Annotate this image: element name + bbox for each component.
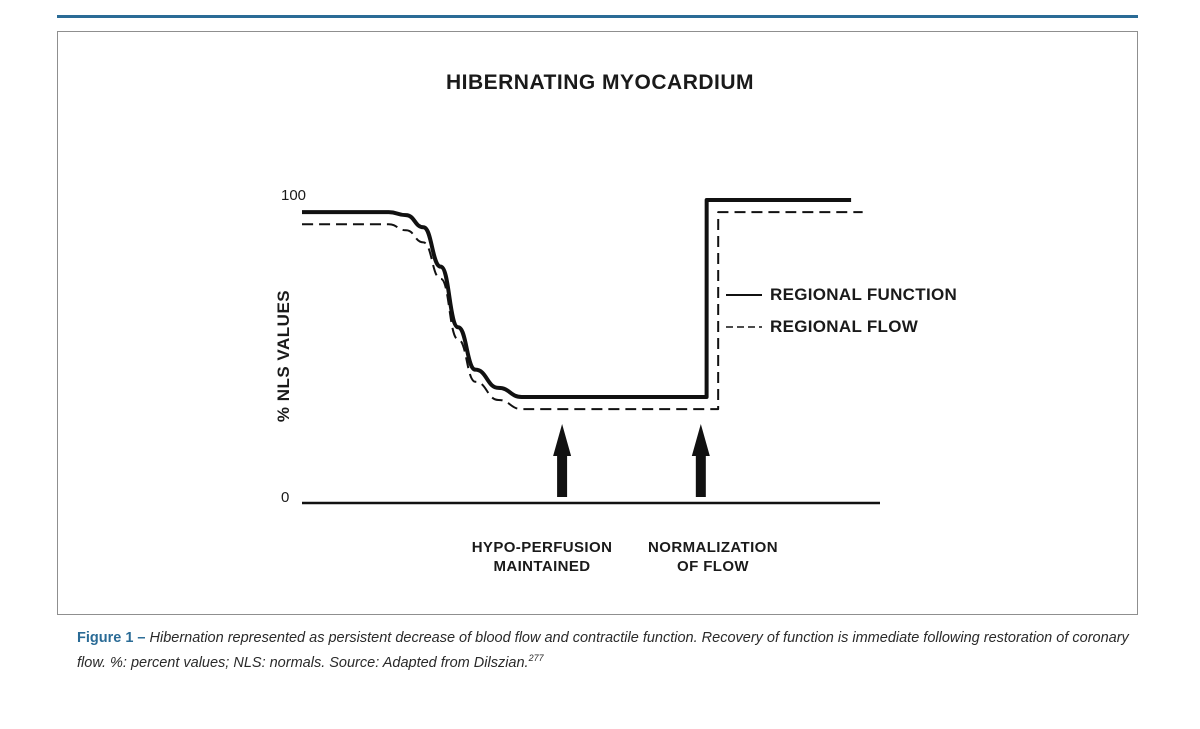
annotation-hypo-line-1: HYPO-PERFUSION <box>471 539 613 556</box>
annotation-norm-line-2: OF FLOW <box>677 558 749 575</box>
legend-label-flow: REGIONAL FLOW <box>770 317 919 336</box>
annotation-norm-line-1: NORMALIZATION <box>648 539 778 556</box>
legend-label-function: REGIONAL FUNCTION <box>770 285 958 304</box>
arrow-head <box>692 424 710 456</box>
caption-text: Hibernation represented as persistent decrease of blood flow and contractile function. Recovery of function is immediate following restoration of coronary flow. %: percent values; NLS: normals. Source: Adapted from Dilszian. <box>77 630 1129 671</box>
y-axis-label: % NLS VALUES <box>274 289 293 423</box>
arrow-shaft <box>696 452 706 497</box>
arrow-normalization <box>692 424 710 497</box>
annotation-normalization <box>623 538 803 576</box>
y-tick-0: 0 <box>281 489 290 506</box>
arrow-shaft <box>557 452 567 497</box>
y-tick-100: 100 <box>281 187 307 204</box>
series-line-regional-function <box>302 200 851 397</box>
arrow-head <box>553 424 571 456</box>
caption-reference: 277 <box>528 653 544 663</box>
caption-label: Figure 1 – <box>77 630 146 646</box>
figure-caption <box>77 628 1147 673</box>
annotation-hypo-perfusion <box>452 538 632 576</box>
annotation-hypo-line-2: MAINTAINED <box>493 558 591 575</box>
chart-title: HIBERNATING MYOCARDIUM <box>445 71 755 94</box>
arrow-hypo-perfusion <box>553 424 571 497</box>
series-line-regional-flow <box>302 212 863 409</box>
